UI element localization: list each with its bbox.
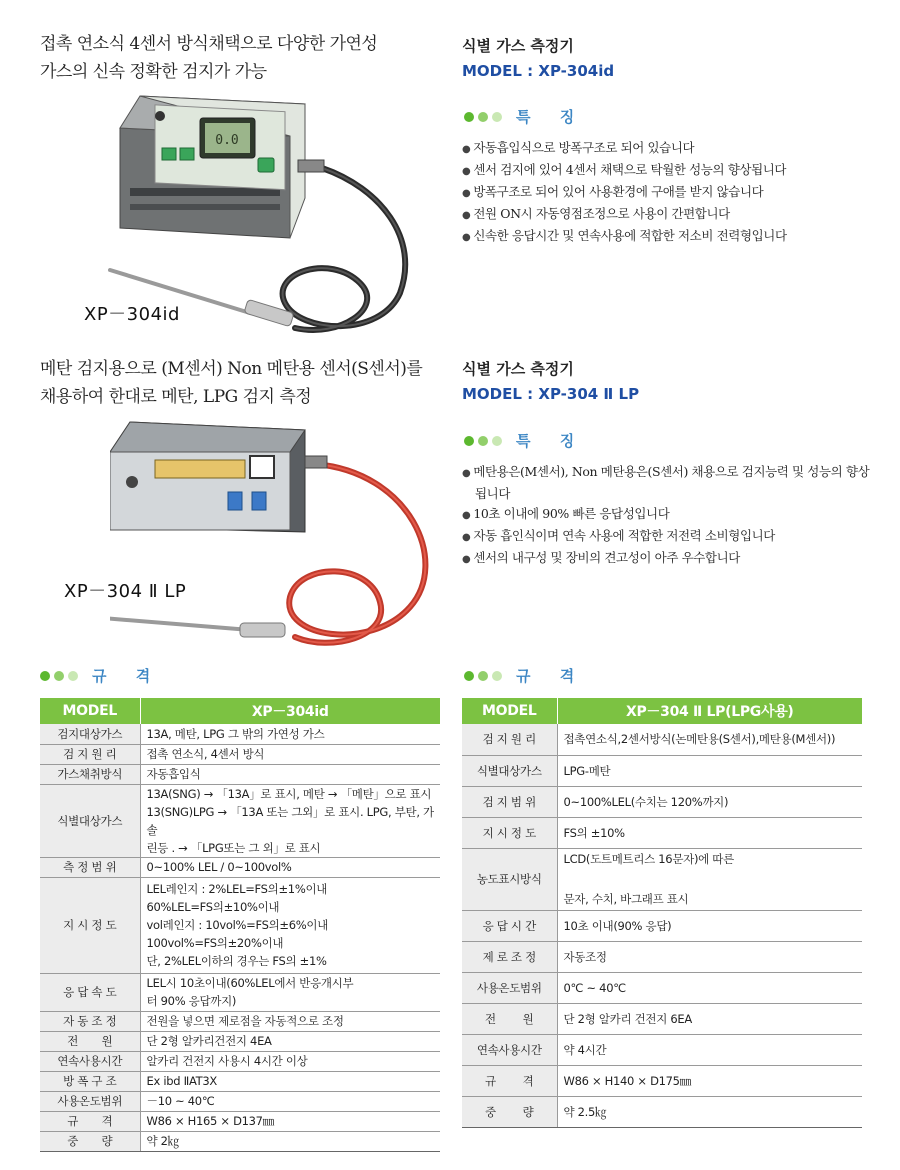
spec-row-value: 약 2㎏ (140, 1131, 440, 1151)
spec-row-label: 지 시 정 도 (40, 877, 140, 973)
feature-item: ● 신속한 응답시간 및 연속사용에 적합한 저소비 전력형입니다 (462, 226, 872, 248)
spec-row (462, 910, 862, 941)
product2-headline-line1: 메탄 검지용으로 (M센서) Non 메탄용 센서(S센서)를 (40, 359, 423, 379)
product2-title: 식별 가스 측정기 (462, 360, 574, 378)
features-label: 특 징 (516, 108, 587, 126)
spec-row-value: 전원을 넣으면 제로점을 자동적으로 조정 (140, 1011, 440, 1031)
spec-row (40, 1091, 440, 1111)
spec-row (462, 1096, 862, 1127)
spec-row (40, 1011, 440, 1031)
spec-row-label: 응 답 시 간 (462, 910, 557, 941)
gas-detector-xp304iilp-image (110, 412, 440, 657)
spec-row-label: 규 격 (462, 1065, 557, 1096)
spec1-heading (40, 665, 162, 686)
feature-item: ● 자동 흡인식이며 연속 사용에 적합한 저전력 소비형입니다 (462, 526, 872, 548)
spec-row-label: 방 폭 구 조 (40, 1071, 140, 1091)
feature-item: ● 메탄용은(M센서), Non 메탄용은(S센서) 채용으로 검지능력 및 성능의 향상됩니다 (462, 462, 872, 504)
spec-label: 규 격 (92, 667, 163, 685)
spec2-heading (464, 665, 586, 686)
spec-row-value: 약 4시간 (557, 1034, 862, 1065)
spec-row-label: 검지대상가스 (40, 724, 140, 744)
green-dot-icon (478, 436, 488, 446)
spec-header-model: MODEL (462, 698, 557, 724)
spec-row-label: 지 시 정 도 (462, 817, 557, 848)
spec-row (462, 1034, 862, 1065)
spec-row (40, 857, 440, 877)
spec-row-value: －10 ~ 40℃ (140, 1091, 440, 1111)
green-dot-icon (40, 671, 50, 681)
product1-headline-line2: 가스의 신속 정확한 검지가 가능 (40, 62, 267, 82)
spec-row-value: 0~100% LEL / 0~100vol% (140, 857, 440, 877)
spec-row-label: 규 격 (40, 1111, 140, 1131)
product2-features-heading (464, 430, 586, 451)
spec-row-value: LEL레인지 : 2%LEL=FS의±1%이내 60%LEL=FS의±10%이내 vol레인지 : 10vol%=FS의±6%이내 100vol%=FS의±20%이내 단, 2%LEL이하의 경우는 FS의 ±1% (140, 877, 440, 973)
product1-caption: XP－304id (84, 304, 180, 325)
spec-table-xp304iilp (462, 698, 862, 1128)
feature-item: ● 10초 이내에 90% 빠른 응답성입니다 (462, 504, 872, 526)
spec-row-label: 검 지 원 리 (40, 744, 140, 764)
green-dot-icon (464, 671, 474, 681)
spec-row-value: 13A, 메탄, LPG 그 밖의 가연성 가스 (140, 724, 440, 744)
spec-row (40, 784, 440, 857)
spec-row-label: 농도표시방식 (462, 848, 557, 910)
spec-row (462, 786, 862, 817)
spec-row-label: 사용온도범위 (462, 972, 557, 1003)
spec-row-value: 접촉 연소식, 4센서 방식 (140, 744, 440, 764)
spec-row (40, 1071, 440, 1091)
spec-row (40, 1131, 440, 1151)
spec-row (40, 1031, 440, 1051)
spec-row-label: 가스채취방식 (40, 764, 140, 784)
spec-header-value: XP－304 Ⅱ LP(LPG사용) (557, 698, 862, 724)
spec-row (462, 1003, 862, 1034)
spec-row-label: 식별대상가스 (40, 784, 140, 857)
spec-row-label: 전 원 (462, 1003, 557, 1034)
spec-table-xp304id (40, 698, 440, 1152)
spec-row (462, 972, 862, 1003)
spec-row-label: 중 량 (462, 1096, 557, 1127)
spec-row-value: 0~100%LEL(수치는 120%까지) (557, 786, 862, 817)
product1-model: MODEL : XP-304id (462, 62, 615, 80)
spec-row (40, 1111, 440, 1131)
feature-item: ● 센서의 내구성 및 장비의 견고성이 아주 우수합니다 (462, 548, 872, 570)
green-dot-icon (478, 112, 488, 122)
spec-row-label: 제 로 조 정 (462, 941, 557, 972)
spec-row-label: 사용온도범위 (40, 1091, 140, 1111)
green-dot-icon (464, 112, 474, 122)
spec-row-label: 연속사용시간 (462, 1034, 557, 1065)
spec-row-value: LCD(도트메트리스 16문자)에 따른 문자, 수치, 바그래프 표시 (557, 848, 862, 910)
spec-row-value: W86 × H140 × D175㎜ (557, 1065, 862, 1096)
spec-row-label: 검 지 범 위 (462, 786, 557, 817)
product2-model: MODEL : XP-304 Ⅱ LP (462, 385, 640, 403)
product1-feature-list (462, 138, 872, 248)
spec-row-value: LEL시 10초이내(60%LEL에서 반응개시부 터 90% 응답까지) (140, 973, 440, 1011)
spec-row-value: LPG-메탄 (557, 755, 862, 786)
product2-feature-list (462, 462, 872, 570)
green-dot-icon (54, 671, 64, 681)
feature-item: ● 전원 ON시 자동영점조정으로 사용이 간편합니다 (462, 204, 872, 226)
product2-headline (40, 355, 422, 411)
green-dot-icon (492, 671, 502, 681)
green-dot-icon (492, 112, 502, 122)
green-dot-icon (464, 436, 474, 446)
spec-row (462, 724, 862, 755)
spec-header-value: XP－304id (140, 698, 440, 724)
spec-row-value: 알카리 건전지 사용시 4시간 이상 (140, 1051, 440, 1071)
features-label: 특 징 (516, 432, 587, 450)
product1-headline (40, 30, 377, 86)
product1-features-heading (464, 106, 586, 127)
device-display-readout: 0.0 (215, 133, 239, 148)
spec-row-value: 약 2.5㎏ (557, 1096, 862, 1127)
spec-row-value: 10초 이내(90% 응답) (557, 910, 862, 941)
spec-row-value: 접촉연소식,2센서방식(논메탄용(S센서),메탄용(M센서)) (557, 724, 862, 755)
spec-header-model: MODEL (40, 698, 140, 724)
spec-row-label: 측 정 범 위 (40, 857, 140, 877)
spec-row-label: 검 지 원 리 (462, 724, 557, 755)
feature-item: ● 자동흡입식으로 방폭구조로 되어 있습니다 (462, 138, 872, 160)
spec2-rows (462, 724, 862, 1127)
spec-row-label: 자 동 조 정 (40, 1011, 140, 1031)
product1-title: 식별 가스 측정기 (462, 37, 574, 55)
spec-row-value: Ex ibd ⅡAT3X (140, 1071, 440, 1091)
spec-row-label: 응 답 속 도 (40, 973, 140, 1011)
spec-row-value: FS의 ±10% (557, 817, 862, 848)
spec-row-value: 13A(SNG) → 「13A」로 표시, 메탄 → 「메탄」으로 표시 13(SNG)LPG → 「13A 또는 그외」로 표시. LPG, 부탄, 가솔 린등 . → 「LPG또는 그 외」로 표시 (140, 784, 440, 857)
feature-item: ● 방폭구조로 되어 있어 사용환경에 구애를 받지 않습니다 (462, 182, 872, 204)
spec-row (40, 973, 440, 1011)
spec-row-label: 식별대상가스 (462, 755, 557, 786)
spec-row (40, 1051, 440, 1071)
spec-row-value: 0℃ ~ 40℃ (557, 972, 862, 1003)
spec-row-value: 단 2형 알카리 건전지 6EA (557, 1003, 862, 1034)
product2-caption: XP－304 Ⅱ LP (64, 581, 187, 602)
spec-row (462, 817, 862, 848)
spec-row-label: 전 원 (40, 1031, 140, 1051)
feature-item: ● 센서 검지에 있어 4센서 채택으로 탁월한 성능의 향상됩니다 (462, 160, 872, 182)
spec-row (462, 848, 862, 910)
spec-label: 규 격 (516, 667, 587, 685)
spec-row (40, 724, 440, 744)
spec-row-label: 중 량 (40, 1131, 140, 1151)
spec-row (462, 755, 862, 786)
spec-row-value: W86 × H165 × D137㎜ (140, 1111, 440, 1131)
spec1-rows (40, 724, 440, 1151)
green-dot-icon (492, 436, 502, 446)
green-dot-icon (68, 671, 78, 681)
spec-row-value: 자동조정 (557, 941, 862, 972)
spec-row (462, 1065, 862, 1096)
product2-headline-line2: 채용하여 한대로 메탄, LPG 검지 측정 (40, 387, 312, 407)
spec-row-value: 단 2형 알카리건전지 4EA (140, 1031, 440, 1051)
product1-headline-line1: 접촉 연소식 4센서 방식채택으로 다양한 가연성 (40, 34, 378, 54)
spec-row (40, 877, 440, 973)
spec-row (40, 744, 440, 764)
spec-row-label: 연속사용시간 (40, 1051, 140, 1071)
spec-row (40, 764, 440, 784)
spec-row (462, 941, 862, 972)
spec-row-value: 자동흡입식 (140, 764, 440, 784)
green-dot-icon (478, 671, 488, 681)
